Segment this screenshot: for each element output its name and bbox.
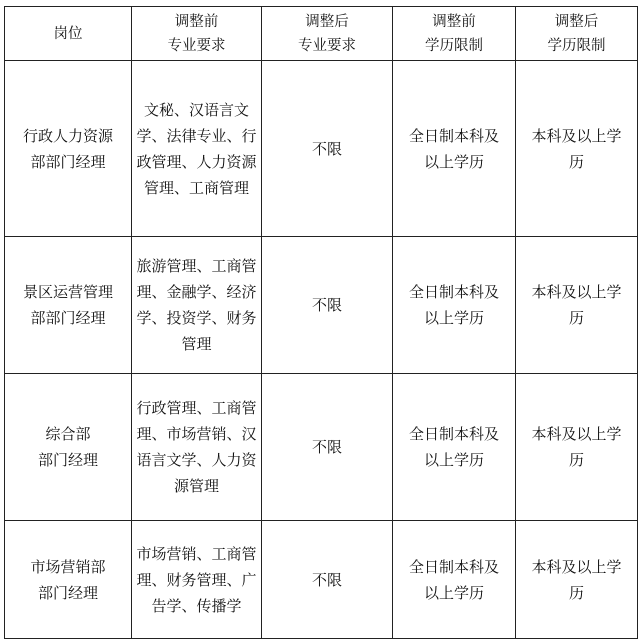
edu-before-line: 全日制本科及 [408,283,499,301]
position-line: 部门经理 [37,583,98,602]
header-line: 专业要求 [167,37,226,54]
edu-before-line: 全日制本科及 [408,425,499,443]
edu-before-line: 以上学历 [423,451,484,469]
position-line: 综合部 [45,425,91,443]
header-line: 调整前 [432,13,476,30]
major-before-text: 旅游管理、工商管理、金融学、经济学、投资学、财务管理 [136,257,257,353]
table-row [5,521,638,639]
edu-after-cell [516,61,638,237]
header-line: 学历限制 [425,37,483,54]
edu-after-line: 本科及以上学 [531,126,622,145]
edu-before-line: 以上学历 [423,309,484,327]
major-after-cell: 不限 [262,521,393,639]
edu-after-cell [516,521,638,639]
position-line: 部部门经理 [30,152,106,171]
edu-before-cell [393,237,516,374]
header-line: 调整后 [554,13,599,30]
major-before-text: 市场营销、工商管理、财务管理、广告学、传播学 [136,544,257,615]
edu-after-cell [516,374,638,521]
major-after-cell: 不限 [262,61,393,237]
edu-after-line: 历 [568,451,584,469]
position-line: 市场营销部 [30,557,106,576]
header-position-line: 岗位 [53,25,83,42]
position-cell [5,61,132,237]
edu-after-line: 本科及以上学 [531,425,622,443]
header-line: 学历限制 [547,37,606,54]
edu-before-line: 全日制本科及 [408,557,499,576]
edu-before-line: 以上学历 [423,583,484,602]
major-after-cell: 不限 [262,237,393,374]
position-cell [5,521,132,639]
job-requirements-table [4,6,638,639]
header-line: 调整后 [305,13,349,30]
edu-after-line: 本科及以上学 [531,557,622,576]
edu-before-line: 以上学历 [423,152,484,171]
edu-after-cell [516,237,638,374]
position-line: 行政人力资源 [22,126,113,145]
table-row [5,374,638,521]
table-row [5,237,638,374]
edu-after-line: 历 [568,309,584,327]
header-row [5,7,638,61]
major-before-cell [132,374,262,521]
header-major-before [132,7,262,61]
position-line: 部门经理 [37,451,98,469]
position-line: 部部门经理 [30,309,106,327]
major-after-cell: 不限 [262,374,393,521]
major-before-cell [132,521,262,639]
edu-before-cell [393,374,516,521]
header-edu-before [393,7,516,61]
major-before-cell [132,237,262,374]
major-before-text: 文秘、汉语言文学、法律专业、行政管理、人力资源管理、工商管理 [136,100,257,197]
edu-after-line: 本科及以上学 [531,283,622,301]
edu-before-cell [393,521,516,639]
major-before-text: 行政管理、工商管理、市场营销、汉语言文学、人力资源管理 [136,399,257,495]
table-row [5,61,638,237]
edu-after-line: 历 [568,583,584,602]
header-edu-after [516,7,638,61]
edu-after-line: 历 [568,152,584,171]
position-line: 景区运营管理 [22,283,113,301]
edu-before-line: 全日制本科及 [408,126,499,145]
header-line: 专业要求 [298,37,356,54]
header-major-after [262,7,393,61]
header-position [5,7,132,61]
position-cell [5,374,132,521]
major-before-cell [132,61,262,237]
edu-before-cell [393,61,516,237]
position-cell [5,237,132,374]
header-line: 调整前 [174,13,219,30]
